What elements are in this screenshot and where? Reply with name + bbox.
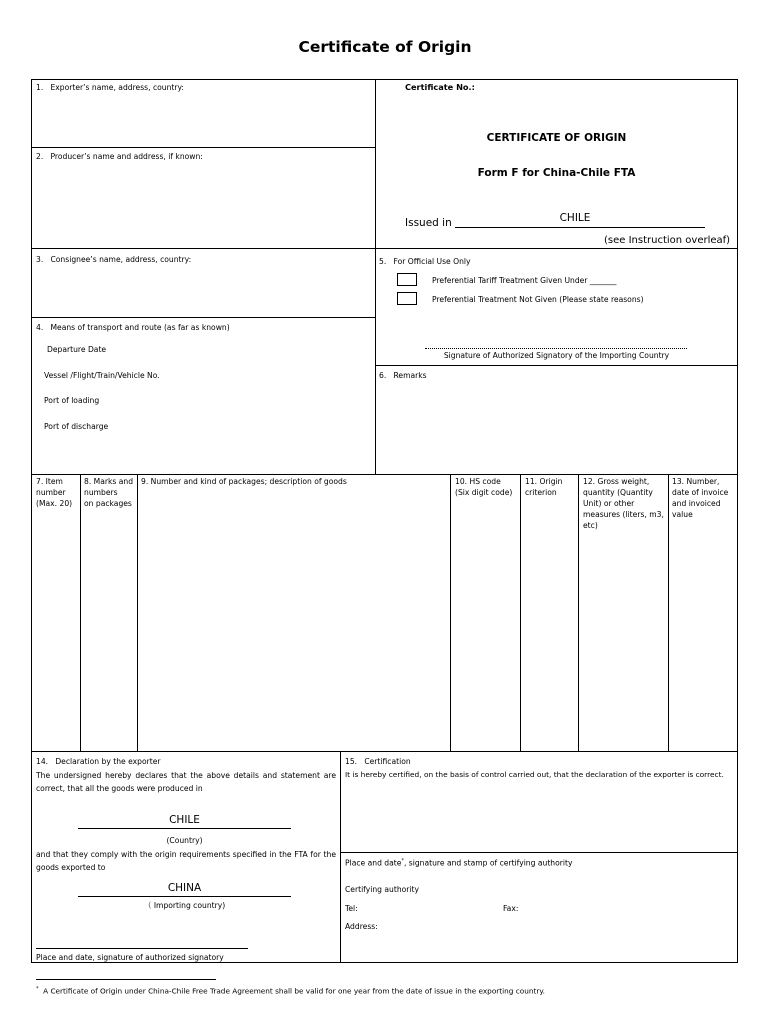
port-discharge-label: Port of discharge [44,422,109,431]
divider [31,147,375,148]
divider [375,365,738,366]
divider [31,751,738,752]
certification-signature-line [340,852,738,853]
divider [31,248,738,249]
certificate-heading: CERTIFICATE OF ORIGIN [486,132,627,144]
exporter-signature-line [36,948,248,949]
certificate-no-label: Certificate No.: [405,82,475,92]
port-loading-label: Port of loading [44,396,100,405]
form-name: Form F for China-Chile FTA [477,167,636,179]
country-caption: (Country) [166,836,203,845]
produced-country-value[interactable]: CHILE [169,814,200,826]
importing-signature-caption: Signature of Authorized Signatory of the Importing Country [443,351,670,360]
box2-label: 2. Producer’s name and address, if known: [36,152,203,161]
box4-label: 4. Means of transport and route (as far as known) [36,323,230,332]
divider [520,474,521,751]
document-title: Certificate of Origin [298,38,472,56]
vessel-label: Vessel /Flight/Train/Vehicle No. [44,371,160,380]
divider [450,474,451,751]
instruction-note: (see Instruction overleaf) [604,235,731,246]
footnote-rule [36,979,216,980]
footnote: * A Certificate of Origin under China-Chile Free Trade Agreement shall be valid for one year from the date of issue in the exporting country. [36,986,545,996]
col7-header: 7. Item number (Max. 20) [36,477,73,508]
fax-label: Fax: [503,904,519,913]
address-label: Address: [345,922,378,931]
box1-label: 1. Exporter’s name, address, country: [36,83,184,92]
importing-country-value[interactable]: CHINA [167,882,202,894]
col13-header: 13. Number, date of invoice and invoiced value [672,477,729,519]
col12-header: 12. Gross weight, quantity (Quantity Unit) or other measures (liters, m3, etc) [583,477,664,530]
col11-header: 11. Origin criterion [525,477,563,497]
col9-header: 9. Number and kind of packages; description of goods [141,477,347,486]
col10-header: 10. HS code (Six digit code) [455,477,513,497]
divider [340,751,341,963]
box14-label: 14. Declaration by the exporter [36,757,161,766]
box6-label: 6. Remarks [379,371,427,380]
col8-header: 8. Marks and numbers on packages [84,477,134,508]
preferential-not-given-checkbox[interactable] [397,292,417,305]
compliance-text: and that they comply with the origin requirements specified in the FTA for the goods exported to [36,850,336,872]
issued-in-label: Issued in [405,217,452,229]
exporter-signature-caption: Place and date, signature of authorized signatory [36,953,224,962]
signature-dotted-line [425,348,687,349]
divider [31,317,375,318]
issued-in-country[interactable]: CHILE [559,212,591,224]
departure-date-label: Departure Date [47,345,107,354]
importing-country-underline [78,896,291,897]
issued-in-underline [455,227,705,228]
exporter-declaration-text: The undersigned hereby declares that the above details and statement are correct, that all the goods were produced in [36,771,336,793]
box5-label: 5. For Official Use Only [379,257,471,266]
importing-country-caption: （ Importing country) [143,901,226,910]
divider [80,474,81,751]
certifying-authority-label: Certifying authority [345,885,419,894]
preferential-not-given-label: Preferential Treatment Not Given (Please state reasons) [432,295,644,304]
certification-signature-caption: Place and date*, signature and stamp of certifying authority [345,858,573,868]
country-underline [78,828,291,829]
preferential-given-label: Preferential Tariff Treatment Given Under _______ [432,276,617,285]
certification-text: It is hereby certified, on the basis of control carried out, that the declaration of the exporter is correct. [345,770,724,779]
tel-label: Tel: [345,904,358,913]
box3-label: 3. Consignee’s name, address, country: [36,255,192,264]
divider [578,474,579,751]
preferential-given-checkbox[interactable] [397,273,417,286]
box15-label: 15. Certification [345,757,411,766]
divider [137,474,138,751]
